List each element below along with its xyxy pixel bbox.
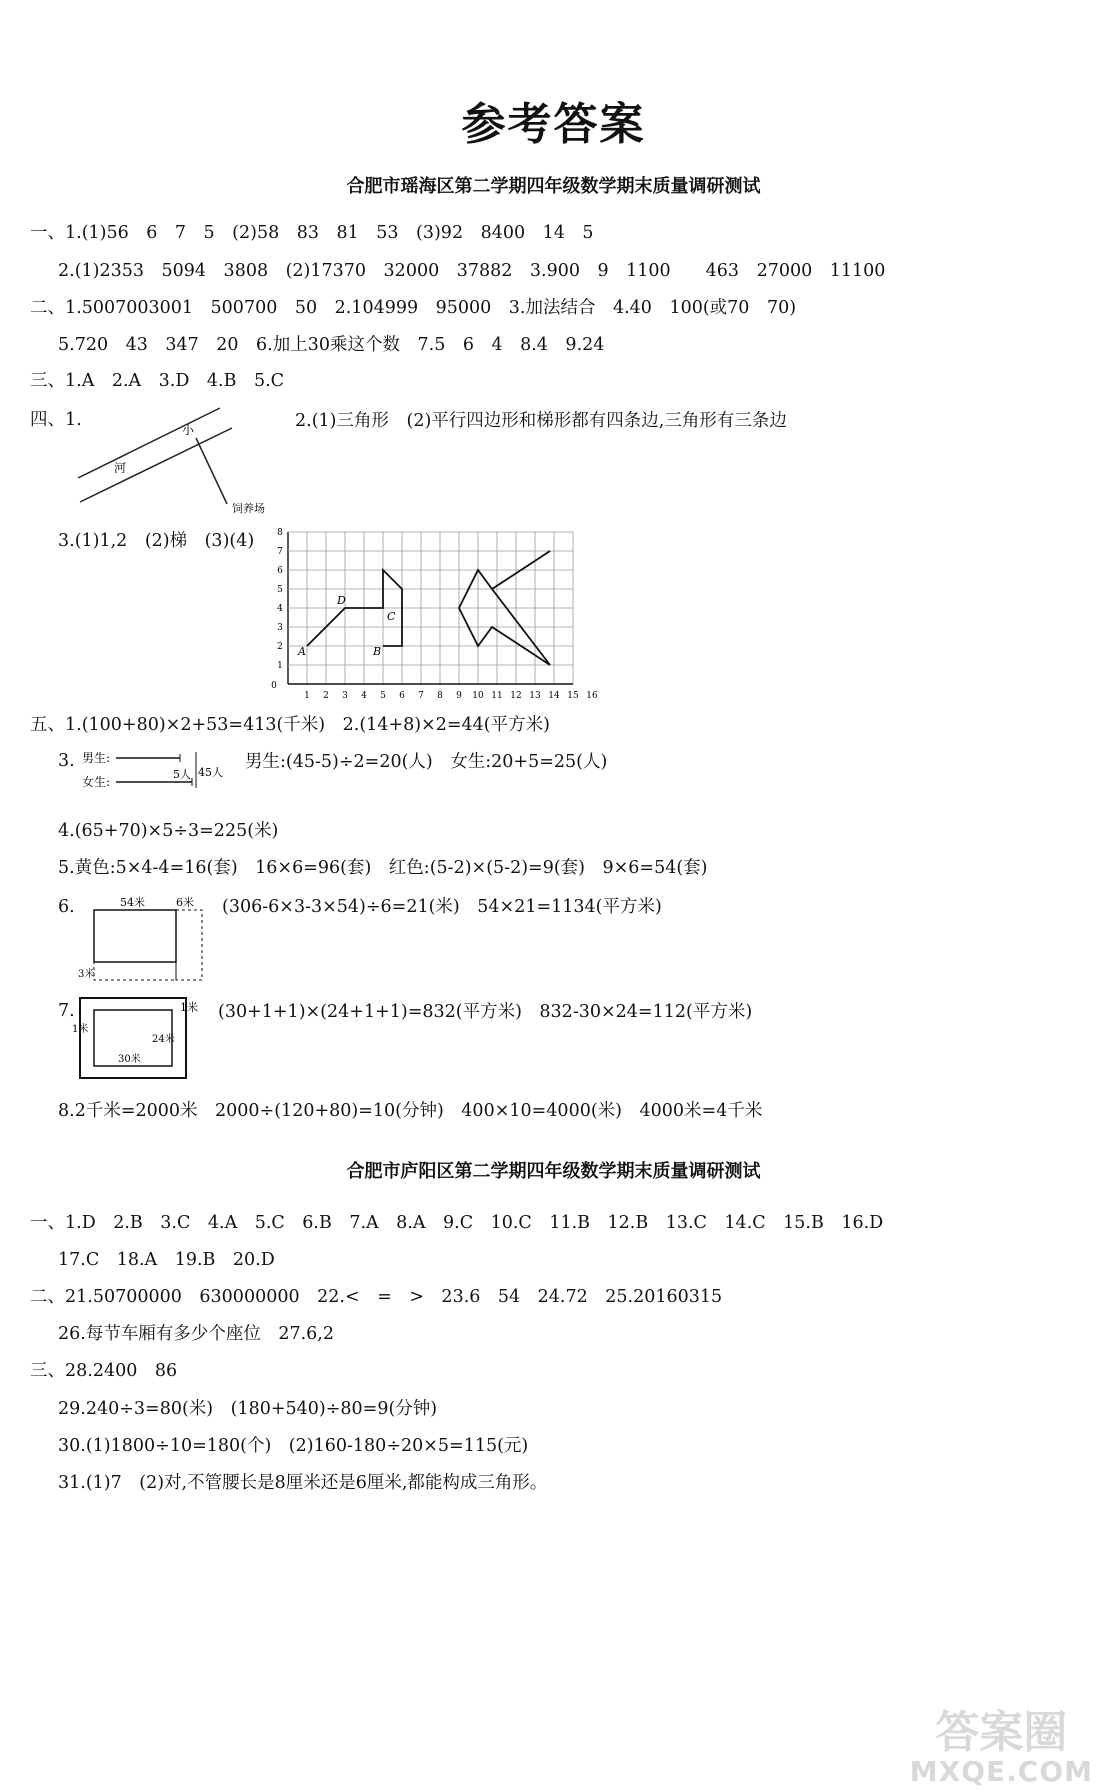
x-tick-label: 11 (491, 691, 503, 700)
answer-line: 6. (58, 897, 75, 917)
answer-line: 7. (58, 1001, 75, 1021)
x-tick-label: 2 (323, 691, 329, 700)
river-figure (72, 400, 302, 518)
small-label: 小 (182, 423, 195, 437)
answer-line: 17.C 18.A 19.B 20.D (58, 1250, 275, 1270)
x-tick-label: 3 (342, 691, 348, 700)
watermark-logo (909, 1707, 1093, 1788)
x-tick-label: 1 (304, 691, 310, 700)
farm-label: 饲养场 (232, 502, 265, 515)
answer-line: 4.(65+70)×5÷3=225(米) (58, 821, 279, 841)
girls-label: 女生: (82, 775, 111, 789)
answer-line: 一、1.(1)56 6 7 5 (2)58 83 81 53 (3)92 8400 14 5 (30, 223, 594, 243)
y-tick-label: 3 (277, 623, 283, 633)
left-label: 1米 (72, 1024, 89, 1035)
x-tick-label: 8 (437, 691, 443, 700)
answer-line: 31.(1)7 (2)对,不管腰长是8厘米还是6厘米,都能构成三角形。 (58, 1473, 548, 1493)
answer-line: 三、1.A 2.A 3.D 4.B 5.C (30, 371, 285, 391)
x-tick-label: 14 (548, 691, 560, 700)
side-label: 3米 (78, 969, 95, 980)
diff-label: 5人 (173, 768, 191, 781)
line-segment-diagram (80, 746, 230, 796)
answer-line: 男生:(45-5)÷2=20(人) 女生:20+5=25(人) (245, 752, 608, 772)
x-tick-label: 16 (586, 691, 598, 700)
perpendicular-line (196, 438, 227, 504)
x-tick-label: 15 (567, 691, 579, 700)
x-tick-label: 4 (361, 691, 367, 700)
answer-line: 三、28.2400 86 (30, 1361, 178, 1381)
point-label: A (298, 645, 306, 658)
x-tick-label: 13 (529, 691, 541, 700)
y-axis-ticks (277, 528, 283, 671)
answer-line: 26.每节车厢有多少个座位 27.6,2 (58, 1324, 334, 1344)
x-tick-label: 9 (456, 691, 462, 700)
answer-line: 四、1. (30, 410, 82, 430)
point-label: C (387, 610, 396, 623)
height-label: 24米 (152, 1034, 175, 1045)
boys-label: 男生: (82, 751, 111, 765)
answer-line: (306-6×3-3×54)÷6=21(米) 54×21=1134(平方米) (222, 897, 662, 917)
y-tick-label: 8 (277, 528, 283, 538)
x-tick-label: 12 (510, 691, 522, 700)
answer-line: 2.(1)2353 5094 3808 (2)17370 32000 37882 3.900 9 1100 463 27000 11100 (58, 261, 886, 281)
grid-lines (288, 532, 573, 684)
y-tick-label: 4 (277, 604, 283, 614)
answer-line: 8.2千米=2000米 2000÷(120+80)=10(分钟) 400×10=4000(米) 4000米=4千米 (58, 1101, 763, 1121)
section-title-luyang: 合肥市庐阳区第二学期四年级数学期末质量调研测试 (346, 1161, 761, 1182)
x-tick-label: 6 (399, 691, 405, 700)
width-label: 30米 (118, 1054, 141, 1065)
main-rect (94, 910, 176, 962)
answer-line: 5.黄色:5×4-4=16(套) 16×6=96(套) 红色:(5-2)×(5-2)=9(套) 9×6=54(套) (58, 858, 708, 878)
watermark-sub: MXQE.COM (909, 1754, 1093, 1788)
total-label: 45人 (198, 766, 223, 779)
y-tick-label: 7 (277, 547, 283, 557)
ext-rect (94, 962, 176, 980)
grid-figure (270, 522, 600, 700)
answer-line: 2.(1)三角形 (2)平行四边形和梯形都有四条边,三角形有三条边 (295, 411, 787, 431)
side-label: 1米 (180, 1001, 198, 1014)
point-label: D (337, 594, 346, 607)
rectangle-figure-7 (72, 994, 212, 1082)
y-tick-label: 1 (277, 661, 283, 671)
answer-line: 5.720 43 347 20 6.加上30乘这个数 7.5 6 4 8.4 9.24 (58, 335, 605, 355)
y-tick-label: 5 (277, 585, 283, 595)
answer-line: 3.(1)1,2 (2)梯 (3)(4) (58, 531, 255, 551)
answer-line: (30+1+1)×(24+1+1)=832(平方米) 832-30×24=112(平方米) (218, 1002, 753, 1022)
rectangle-figure-6 (74, 892, 214, 984)
x-tick-label: 7 (418, 691, 424, 700)
section-title-yaohai: 合肥市瑶海区第二学期四年级数学期末质量调研测试 (346, 176, 761, 197)
y-tick-label: 2 (277, 642, 283, 652)
answer-line: 二、1.5007003001 500700 50 2.104999 95000 3.加法结合 4.40 100(或70 70) (30, 298, 797, 318)
answer-line: 二、21.50700000 630000000 22.< = > 23.6 54 24.72 25.20160315 (30, 1287, 723, 1307)
answer-line: 五、1.(100+80)×2+53=413(千米) 2.(14+8)×2=44(平方米) (30, 715, 550, 735)
answer-line: 3. (58, 751, 75, 771)
answer-line: 30.(1)1800÷10=180(个) (2)160-180÷20×5=115(元) (58, 1436, 529, 1456)
answer-line: 29.240÷3=80(米) (180+540)÷80=9(分钟) (58, 1399, 438, 1419)
answer-line: 一、1.D 2.B 3.C 4.A 5.C 6.B 7.A 8.A 9.C 10.C 11.B 12.B 13.C 14.C 15.B 16.D (30, 1213, 884, 1233)
y-tick-label: 6 (277, 566, 283, 576)
length-label: 54米 (120, 896, 145, 909)
x-tick-label: 10 (472, 691, 484, 700)
ext-label: 6米 (176, 896, 194, 909)
watermark-main: 答案圈 (935, 1707, 1068, 1759)
page-title: 参考答案 (461, 99, 646, 150)
point-label: B (373, 645, 382, 658)
x-tick-label: 0 (271, 681, 277, 691)
river-label: 河 (114, 461, 127, 475)
x-tick-label: 5 (380, 691, 386, 700)
ext-rect (176, 910, 202, 980)
